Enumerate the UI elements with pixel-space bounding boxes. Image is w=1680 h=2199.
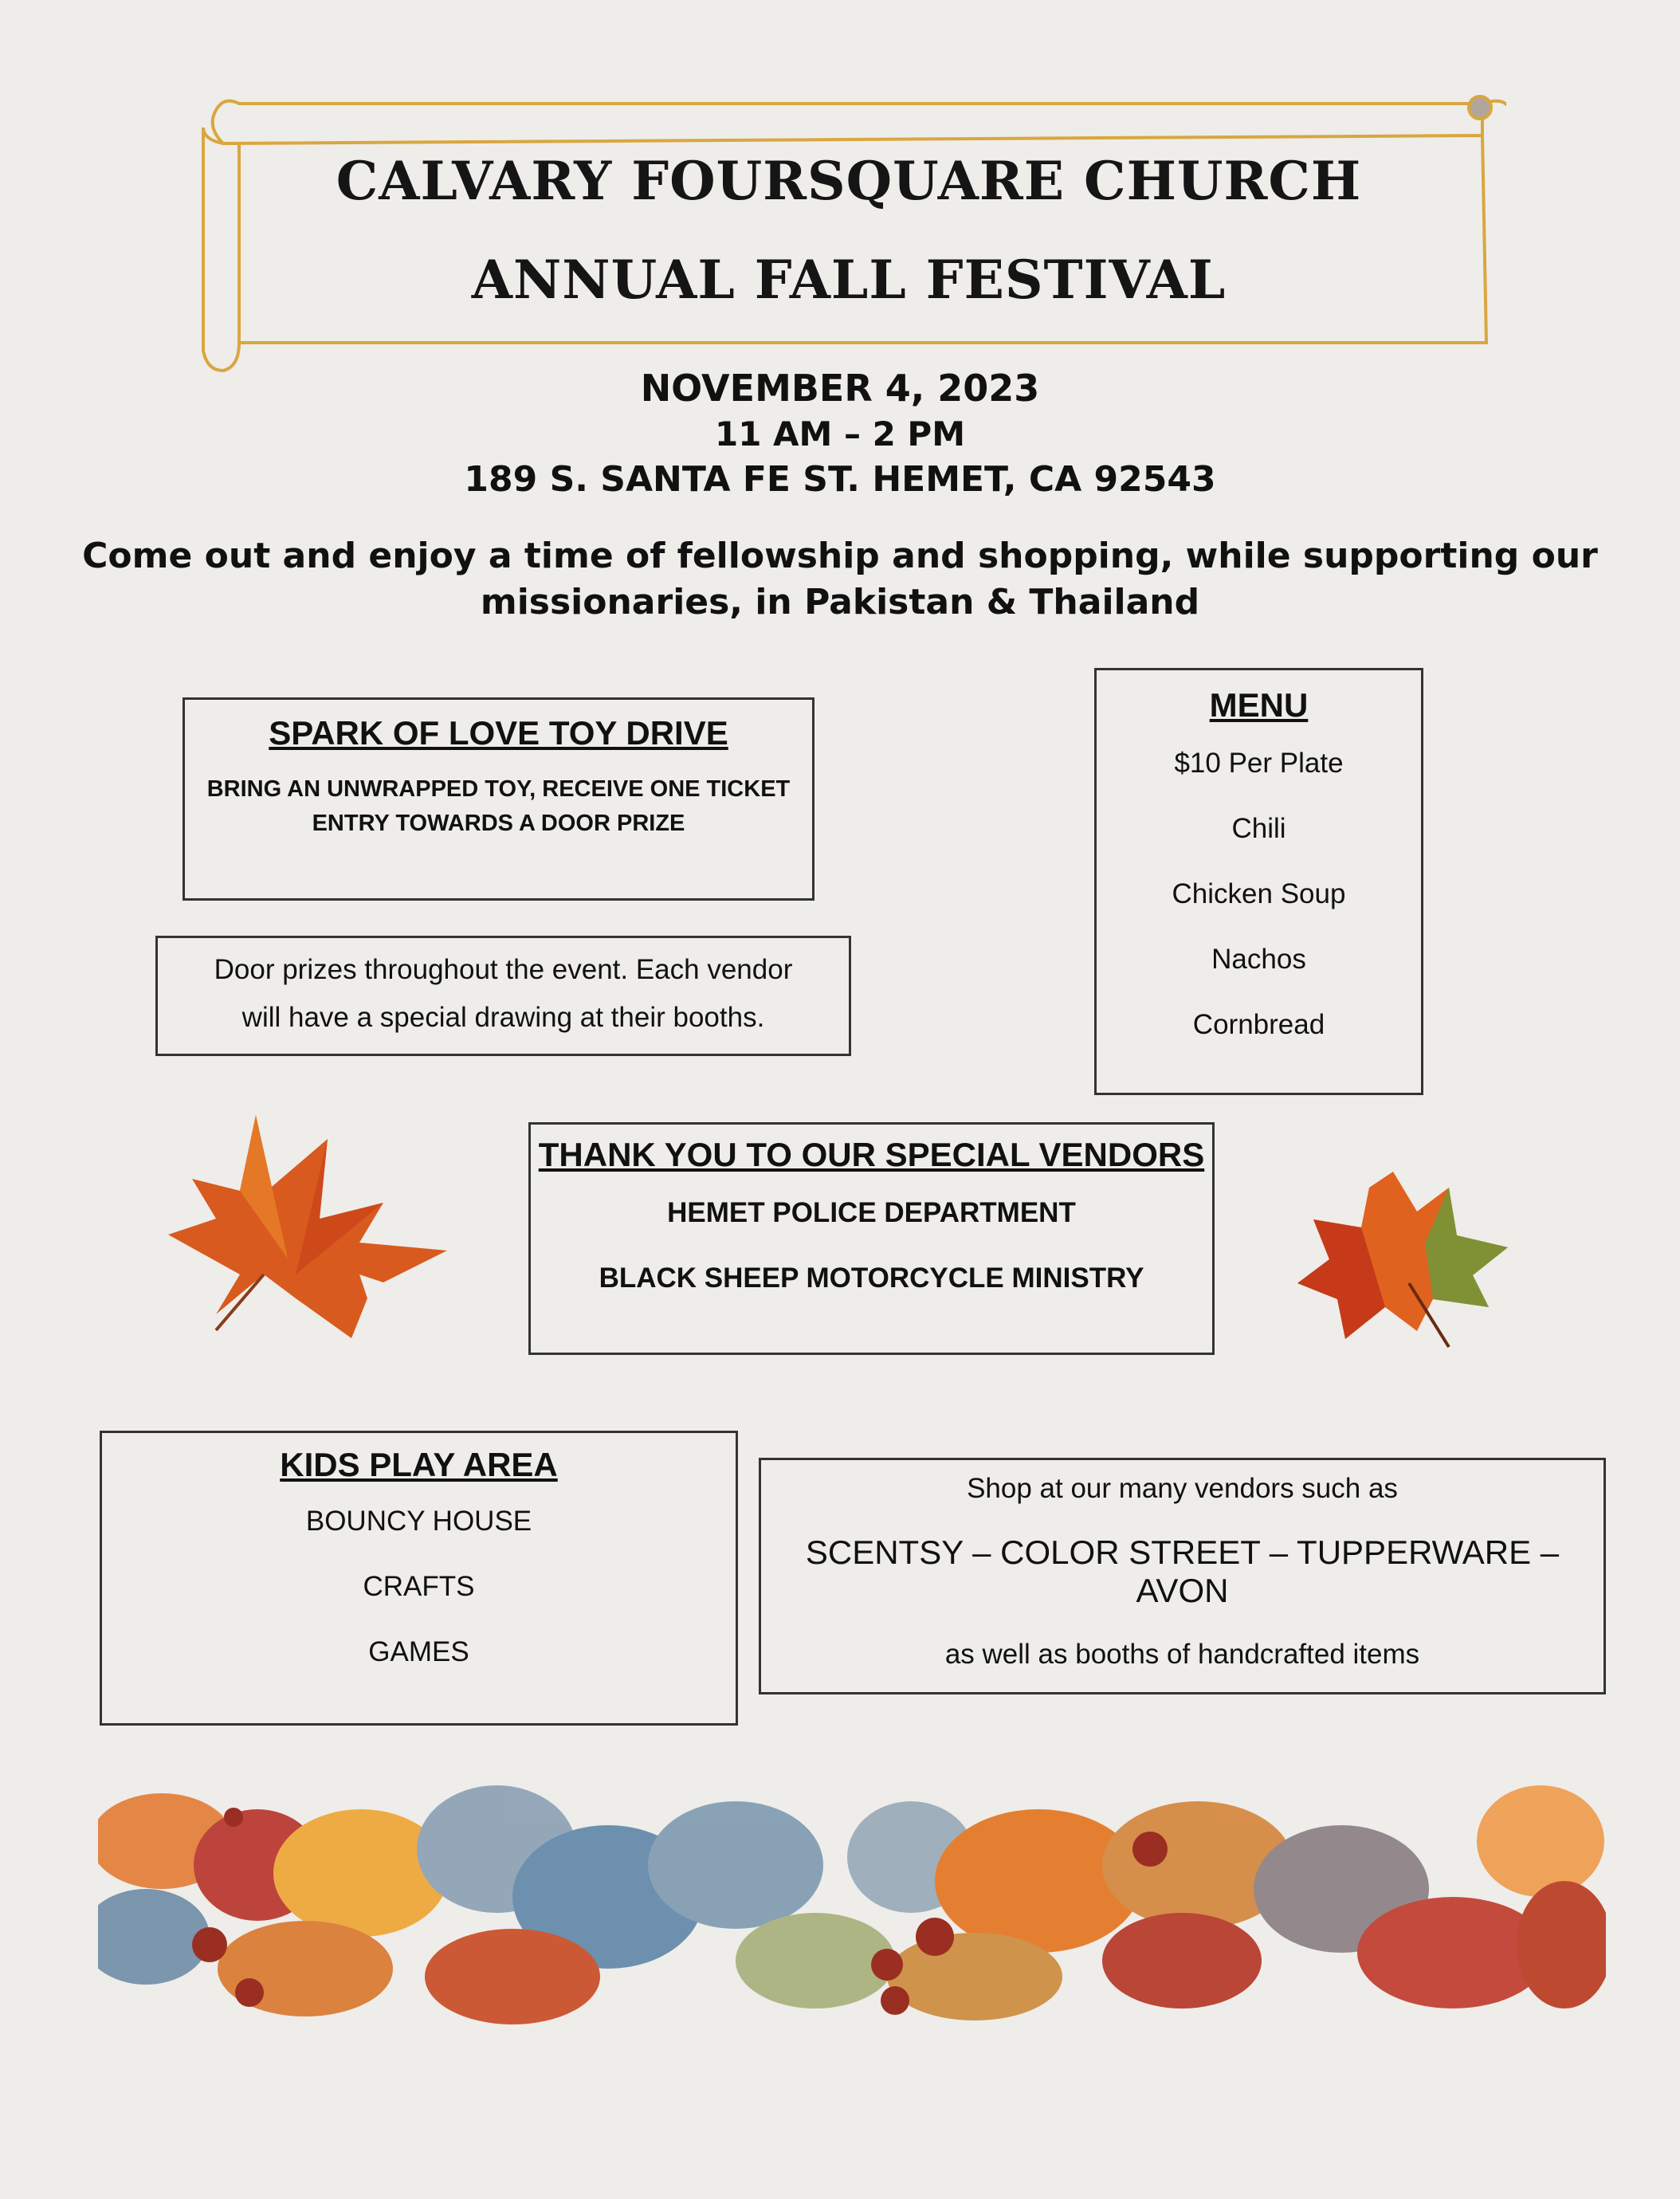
vendor-item: HEMET POLICE DEPARTMENT [667,1197,1076,1228]
door-prizes-line-1: Door prizes throughout the event. Each vendor [214,954,793,985]
vendor-item: BLACK SHEEP MOTORCYCLE MINISTRY [599,1262,1144,1294]
door-prizes-box [155,936,851,1056]
menu-item: Nachos [1211,944,1306,975]
toy-drive-box [183,697,814,901]
menu-item: Chili [1231,813,1286,844]
shop-box [759,1458,1606,1694]
maple-leaf-left-icon [168,1115,449,1354]
menu-title: MENU [1209,686,1309,724]
shop-line-3: as well as booths of handcrafted items [944,1639,1420,1670]
menu-item: Cornbread [1192,1009,1325,1040]
maple-leaf-right-icon [1297,1172,1508,1353]
kids-title: KIDS PLAY AREA [280,1446,558,1483]
intro-line-2: missionaries, in Pakistan & Thailand [480,582,1200,622]
door-prizes-line-2: will have a special drawing at their booths. [241,1002,765,1033]
toy-drive-line-1: BRING AN UNWRAPPED TOY, RECEIVE ONE TICKET [206,776,791,802]
event-date: NOVEMBER 4, 2023 [640,367,1040,410]
kids-item: GAMES [368,1636,469,1667]
menu-item: $10 Per Plate [1174,748,1344,779]
scroll-banner [191,88,1506,383]
festival-title: ANNUAL FALL FESTIVAL [471,249,1227,311]
toy-drive-line-2: ENTRY TOWARDS A DOOR PRIZE [312,811,685,836]
autumn-leaves-border [98,1753,1606,2064]
menu-item: Chicken Soup [1172,878,1346,909]
toy-drive-title: SPARK OF LOVE TOY DRIVE [269,714,728,752]
event-time: 11 AM – 2 PM [714,414,966,454]
intro-line-1: Come out and enjoy a time of fellowship and shopping, while supporting our [82,536,1598,576]
shop-vendor-list: SCENTSY – COLOR STREET – TUPPERWARE – AVON [805,1533,1560,1609]
event-address: 189 S. SANTA FE ST. HEMET, CA 92543 [464,459,1216,500]
vendors-box [528,1122,1215,1355]
kids-item: BOUNCY HOUSE [305,1506,532,1537]
shop-line-1: Shop at our many vendors such as [967,1473,1398,1504]
kids-item: CRAFTS [363,1571,475,1602]
church-name: CALVARY FOURSQUARE CHURCH [336,150,1362,212]
kids-play-box [100,1431,738,1726]
menu-box [1094,668,1423,1095]
vendors-title: THANK YOU TO OUR SPECIAL VENDORS [538,1136,1205,1173]
